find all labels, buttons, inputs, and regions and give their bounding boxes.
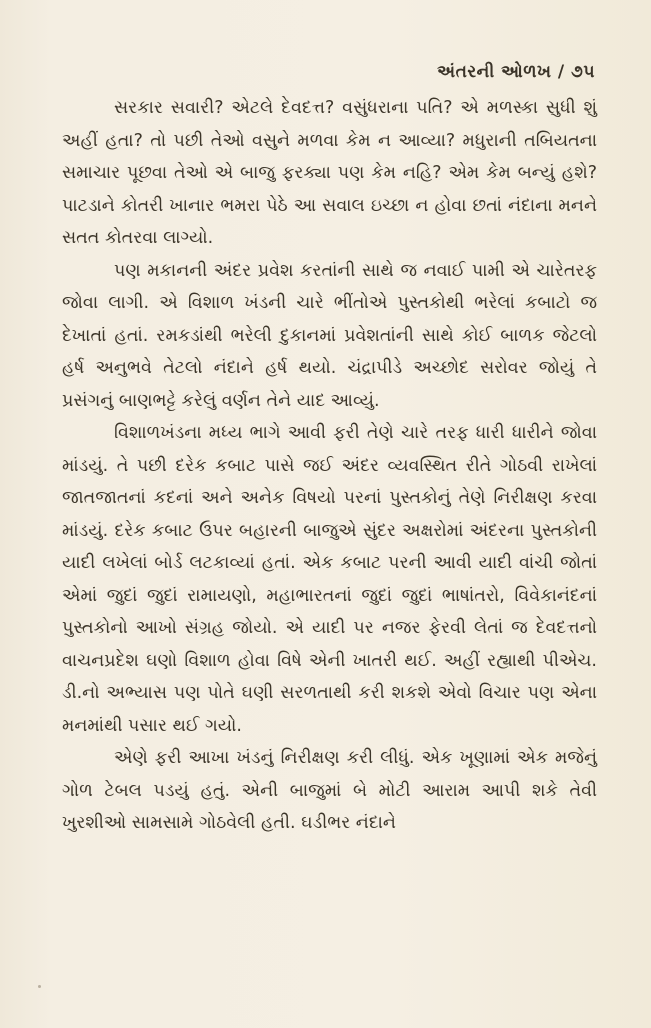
paragraph: સરકાર સવારી? એટલે દેવદત્ત? વસુંધરાના પતિ? એ મળસ્કા સુધી શું અહીં હતા? તો પછી તેઓ વસુને મળવા કેમ ન આવ્યા? મધુરાની તબિયતના સમાચાર પૂછવા તેઓ એ બાજુ ફરક્યા પણ કેમ નહિ? એમ કેમ બન્યું હશે? પાટડાને કોતરી ખાનાર ભમરા પેઠે આ સવાલ ઇચ્છા ન હોવા છતાં નંદાના મનને સતત કોતરવા લાગ્યો. (62, 98, 597, 248)
paragraph: વિશાળખંડના મધ્ય ભાગે આવી ફરી તેણે ચારે તરફ ધારી ધારીને જોવા માંડયું. તે પછી દરેક કબાટ પાસે જઈ અંદર વ્યવસ્થિત રીતે ગોઠવી રાખેલાં જાતજાતનાં કદનાં અને અનેક વિષયો પરનાં પુસ્તકોનું તેણે નિરીક્ષણ કરવા માંડયું. દરેક કબાટ ઉપર બહારની બાજુએ સુંદર અક્ષરોમાં અંદરના પુસ્તકોની યાદી લખેલાં બોર્ડ લટકાવ્યાં હતાં. એક કબાટ પરની આવી યાદી વાંચી જોતાં એમાં જુદાં જુદાં રામાયણો, મહાભારતનાં જુદાં જુદાં ભાષાંતરો, વિવેકાનંદનાં પુસ્તકોનો આખો સંગ્રહ જોયો. એ યાદી પર નજર ફેરવી લેતાં જ દેવદત્તનો વાચનપ્રદેશ ઘણો વિશાળ હોવા વિષે એની ખાતરી થઈ. અહીં રહ્યાથી પીએચ. ડી.નો અભ્યાસ પણ પોતે ઘણી સરળતાથી કરી શકશે એવો વિચાર પણ એના મનમાંથી પસાર થઈ ગયો. (62, 423, 597, 736)
page-body (62, 92, 597, 840)
margin-speck (38, 985, 41, 988)
paragraph: પણ મકાનની અંદર પ્રવેશ કરતાંની સાથે જ નવાઈ પામી એ ચારેતરફ જોવા લાગી. એ વિશાળ ખંડની ચારે ભીંતોએ પુસ્તકોથી ભરેલાં કબાટો જ દેખાતાં હતાં. રમકડાંથી ભરેલી દુકાનમાં પ્રવેશતાંની સાથે કોઈ બાળક જેટલો હર્ષ અનુભવે તેટલો નંદાને હર્ષ થયો. ચંદ્રાપીડે અચ્છોદ સરોવર જોયું તે પ્રસંગનું બાણભટ્ટે કરેલું વર્ણન તેને યાદ આવ્યું. (62, 260, 597, 411)
running-header: અંતરની ઓળખ / ૭૫ (437, 62, 595, 82)
paragraph: એણે ફરી આખા ખંડનું નિરીક્ષણ કરી લીધું. એક ખૂણામાં એક મજેનું ગોળ ટેબલ પડયું હતું. એની બાજુમાં બે મોટી આરામ આપી શકે તેવી ખુરશીઓ સામસામે ગોઠવેલી હતી. ઘડીભર નંદાને (62, 748, 597, 833)
